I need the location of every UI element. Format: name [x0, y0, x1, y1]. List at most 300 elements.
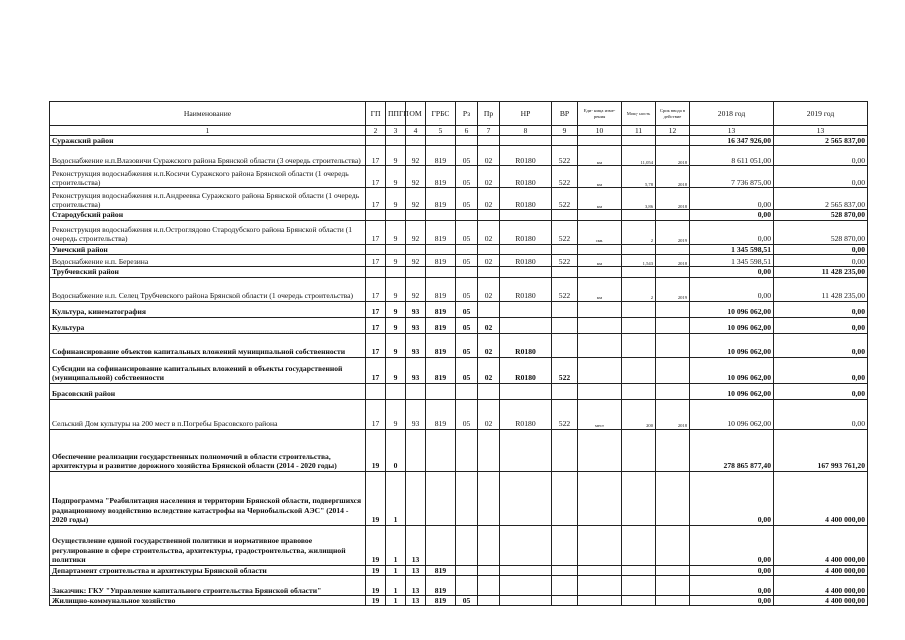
table-cell: 9	[386, 188, 406, 210]
table-cell	[366, 136, 386, 146]
table-cell: 0,00	[690, 220, 774, 244]
table-cell: 1	[386, 471, 406, 525]
table-cell: 05	[456, 596, 478, 606]
table-cell: 02	[478, 399, 500, 429]
table-cell: 05	[456, 255, 478, 267]
table-cell: 0,00	[690, 565, 774, 575]
page-edge-artifact	[865, 612, 905, 640]
table-cell	[578, 136, 622, 146]
table-cell	[406, 429, 426, 471]
table-cell	[656, 244, 690, 254]
table-cell	[552, 301, 578, 317]
table-cell: R0180	[500, 188, 552, 210]
table-cell: 522	[552, 188, 578, 210]
column-header: ППГП	[386, 102, 406, 126]
table-cell	[656, 267, 690, 277]
table-cell: 8 611 051,00	[690, 146, 774, 166]
table-cell	[578, 596, 622, 606]
table-cell: 05	[456, 277, 478, 301]
table-cell: 10 096 062,00	[690, 357, 774, 383]
table-cell: 17	[366, 333, 386, 357]
table-cell: км	[578, 277, 622, 301]
column-number: 1	[50, 126, 366, 136]
table-cell	[656, 210, 690, 220]
table-cell: 9	[386, 301, 406, 317]
table-cell: 17	[366, 357, 386, 383]
table-cell	[656, 576, 690, 596]
column-number: 13	[690, 126, 774, 136]
table-row	[50, 220, 868, 244]
table-cell: R0180	[500, 255, 552, 267]
table-cell: 11 428 235,00	[774, 267, 868, 277]
table-cell: 0	[386, 429, 406, 471]
table-cell	[500, 210, 552, 220]
table-cell: 02	[478, 255, 500, 267]
table-row	[50, 565, 868, 575]
table-cell: 19	[366, 596, 386, 606]
table-cell	[656, 383, 690, 399]
table-cell	[578, 525, 622, 565]
table-cell: 0,00	[774, 255, 868, 267]
table-cell	[500, 244, 552, 254]
table-row	[50, 146, 868, 166]
table-cell: 17	[366, 301, 386, 317]
table-row	[50, 596, 868, 606]
table-cell	[578, 244, 622, 254]
table-cell: 93	[406, 333, 426, 357]
table-cell: 4 400 000,00	[774, 576, 868, 596]
table-cell: км	[578, 166, 622, 188]
table-cell: 02	[478, 357, 500, 383]
table-cell	[478, 429, 500, 471]
table-cell	[386, 383, 406, 399]
table-cell: 17	[366, 146, 386, 166]
table-cell: 819	[426, 220, 456, 244]
table-row	[50, 267, 868, 277]
column-header: ОМ	[406, 102, 426, 126]
table-cell: 1	[386, 576, 406, 596]
table-cell	[656, 596, 690, 606]
table-cell: 4 400 000,00	[774, 525, 868, 565]
table-cell	[656, 525, 690, 565]
table-cell: 1	[386, 565, 406, 575]
table-row	[50, 244, 868, 254]
table-cell: 167 993 761,20	[774, 429, 868, 471]
table-cell: 17	[366, 220, 386, 244]
table-cell	[500, 383, 552, 399]
table-cell: 1	[386, 525, 406, 565]
table-cell	[456, 267, 478, 277]
table-cell	[578, 357, 622, 383]
table-row	[50, 255, 868, 267]
table-cell: 92	[406, 188, 426, 210]
row-name-cell: Департамент строительства и архитектуры Брянской области	[50, 565, 366, 575]
table-cell: 522	[552, 277, 578, 301]
table-cell: 2018	[656, 166, 690, 188]
table-row	[50, 399, 868, 429]
table-cell	[578, 576, 622, 596]
table-cell: 0,00	[774, 357, 868, 383]
table-cell: 2018	[656, 146, 690, 166]
table-cell: 819	[426, 357, 456, 383]
table-cell	[478, 210, 500, 220]
table-cell: 19	[366, 565, 386, 575]
column-header: Наименование	[50, 102, 366, 126]
table-cell: 819	[426, 277, 456, 301]
table-cell	[552, 596, 578, 606]
table-cell	[656, 471, 690, 525]
table-cell	[552, 244, 578, 254]
table-cell: 819	[426, 255, 456, 267]
table-cell: 528 870,00	[774, 220, 868, 244]
table-cell: 02	[478, 188, 500, 210]
table-cell: 9	[386, 357, 406, 383]
table-cell: 2	[622, 220, 656, 244]
table-cell: 9	[386, 399, 406, 429]
column-number-row	[50, 126, 868, 136]
table-cell	[456, 136, 478, 146]
table-cell: 92	[406, 277, 426, 301]
table-cell	[406, 383, 426, 399]
table-cell	[656, 429, 690, 471]
table-cell: R0180	[500, 166, 552, 188]
table-cell: 4 400 000,00	[774, 596, 868, 606]
row-name-cell: Осуществление единой государственной политики и нормативное правовое регулирование в сфере строительства, архитектуры, градостроительства, жилищной политики	[50, 525, 366, 565]
table-cell: 3,86	[622, 188, 656, 210]
table-cell	[500, 565, 552, 575]
table-cell: 13	[406, 565, 426, 575]
column-number: 10	[578, 126, 622, 136]
column-header: ГРБС	[426, 102, 456, 126]
table-cell: 2018	[656, 399, 690, 429]
table-cell: 19	[366, 429, 386, 471]
table-cell: 17	[366, 399, 386, 429]
table-cell: 2019	[656, 277, 690, 301]
table-cell: 92	[406, 166, 426, 188]
table-cell	[426, 210, 456, 220]
table-cell	[478, 565, 500, 575]
table-cell: 10 096 062,00	[690, 399, 774, 429]
table-cell: 819	[426, 565, 456, 575]
table-cell: R0180	[500, 277, 552, 301]
table-cell: 819	[426, 399, 456, 429]
table-cell	[656, 357, 690, 383]
column-number: 7	[478, 126, 500, 136]
table-cell: 819	[426, 188, 456, 210]
table-cell	[500, 525, 552, 565]
table-cell: 0,00	[774, 333, 868, 357]
table-cell	[622, 357, 656, 383]
table-cell: 2018	[656, 188, 690, 210]
column-number: 8	[500, 126, 552, 136]
table-row	[50, 383, 868, 399]
table-cell: 0,00	[690, 471, 774, 525]
table-row	[50, 576, 868, 596]
table-cell: 819	[426, 146, 456, 166]
table-cell: 02	[478, 317, 500, 333]
table-row	[50, 333, 868, 357]
row-name-cell: Водоснабжение н.п. Селец Трубчевского района Брянской области (1 очередь строительства)	[50, 277, 366, 301]
table-row	[50, 429, 868, 471]
table-cell: 522	[552, 399, 578, 429]
table-cell: 4 400 000,00	[774, 565, 868, 575]
table-cell	[578, 210, 622, 220]
table-cell: 9	[386, 166, 406, 188]
row-name-cell: Трубчевский район	[50, 267, 366, 277]
table-cell: 19	[366, 471, 386, 525]
table-cell	[456, 525, 478, 565]
table-cell	[426, 383, 456, 399]
table-cell	[456, 471, 478, 525]
table-cell	[552, 429, 578, 471]
column-number: 2	[366, 126, 386, 136]
table-cell: 819	[426, 317, 456, 333]
column-header: Еди- ница изме- рения	[578, 102, 622, 126]
table-row	[50, 277, 868, 301]
table-cell	[552, 383, 578, 399]
table-cell: 17	[366, 277, 386, 301]
table-cell: 819	[426, 596, 456, 606]
table-cell: 9	[386, 146, 406, 166]
row-name-cell: Реконструкция водоснабжения н.п.Косичи Суражского района Брянской области (1 очередь строительства)	[50, 166, 366, 188]
table-cell	[622, 576, 656, 596]
table-cell	[426, 525, 456, 565]
row-name-cell: Суражский район	[50, 136, 366, 146]
table-cell	[478, 383, 500, 399]
table-cell: 17	[366, 188, 386, 210]
table-cell	[622, 317, 656, 333]
table-cell	[578, 471, 622, 525]
table-row	[50, 357, 868, 383]
table-cell: км	[578, 255, 622, 267]
table-cell	[622, 471, 656, 525]
table-cell: 0,00	[774, 244, 868, 254]
table-cell	[366, 383, 386, 399]
row-name-cell: Культура, кинематография	[50, 301, 366, 317]
table-cell: 05	[456, 333, 478, 357]
table-cell	[552, 576, 578, 596]
table-cell: 0,00	[774, 317, 868, 333]
table-cell: 10 096 062,00	[690, 333, 774, 357]
table-cell	[578, 565, 622, 575]
table-cell: 522	[552, 255, 578, 267]
budget-table	[49, 101, 868, 606]
table-cell	[656, 136, 690, 146]
column-number: 5	[426, 126, 456, 136]
table-cell: 93	[406, 301, 426, 317]
table-cell	[500, 136, 552, 146]
table-row	[50, 301, 868, 317]
table-cell	[578, 301, 622, 317]
table-cell: 93	[406, 357, 426, 383]
column-header: Пр	[478, 102, 500, 126]
table-cell	[386, 267, 406, 277]
table-cell: 2018	[656, 255, 690, 267]
table-cell: 0,00	[690, 210, 774, 220]
table-cell: 02	[478, 166, 500, 188]
column-number: 11	[622, 126, 656, 136]
table-cell: R0180	[500, 399, 552, 429]
table-cell	[406, 244, 426, 254]
table-cell: 0,00	[774, 146, 868, 166]
table-cell	[500, 576, 552, 596]
column-header: ВР	[552, 102, 578, 126]
table-cell	[622, 210, 656, 220]
table-cell	[500, 301, 552, 317]
table-cell	[456, 244, 478, 254]
table-cell	[622, 244, 656, 254]
table-cell: 9	[386, 333, 406, 357]
table-cell: 17	[366, 317, 386, 333]
table-cell	[552, 267, 578, 277]
table-cell	[578, 267, 622, 277]
table-cell	[456, 383, 478, 399]
table-cell: 2 565 837,00	[774, 188, 868, 210]
table-cell: 02	[478, 277, 500, 301]
table-cell	[552, 525, 578, 565]
table-cell	[456, 429, 478, 471]
table-cell: 4 400 000,00	[774, 471, 868, 525]
table-cell: 9	[386, 220, 406, 244]
table-cell	[426, 136, 456, 146]
table-cell: 0,00	[690, 525, 774, 565]
table-cell: 05	[456, 317, 478, 333]
table-cell: 0,00	[774, 166, 868, 188]
table-cell: R0180	[500, 357, 552, 383]
table-cell	[500, 267, 552, 277]
table-cell: 819	[426, 333, 456, 357]
table-cell: 11 428 235,00	[774, 277, 868, 301]
row-name-cell: Водоснабжение н.п.Влазовичи Суражского района Брянской области (3 очередь строительства)	[50, 146, 366, 166]
table-cell	[366, 244, 386, 254]
table-cell	[656, 333, 690, 357]
row-name-cell: Реконструкция водоснабжения н.п.Остроглядово Стародубского района Брянской области (1 очередь строительства)	[50, 220, 366, 244]
table-cell	[478, 525, 500, 565]
table-cell: 0,00	[774, 383, 868, 399]
table-cell: R0180	[500, 220, 552, 244]
row-name-cell: Жилищно-коммунальное хозяйство	[50, 596, 366, 606]
table-cell: 0,00	[690, 596, 774, 606]
table-cell	[478, 471, 500, 525]
row-name-cell: Субсидии на софинансирование капитальных вложений в объекты государственной (муниципальной) собственности	[50, 357, 366, 383]
table-cell: 819	[426, 166, 456, 188]
row-name-cell: Софинансирование объектов капитальных вложений муниципальной собственности	[50, 333, 366, 357]
table-cell: 7 736 875,00	[690, 166, 774, 188]
table-cell: 93	[406, 317, 426, 333]
table-cell	[622, 525, 656, 565]
table-cell: 13	[406, 576, 426, 596]
table-row	[50, 188, 868, 210]
table-cell	[622, 136, 656, 146]
table-cell: 278 865 877,40	[690, 429, 774, 471]
table-cell	[552, 565, 578, 575]
table-cell	[456, 565, 478, 575]
column-number: 9	[552, 126, 578, 136]
table-cell: 522	[552, 166, 578, 188]
table-cell: км	[578, 146, 622, 166]
table-cell: 2 565 837,00	[774, 136, 868, 146]
table-cell	[406, 471, 426, 525]
table-cell: 522	[552, 146, 578, 166]
table-cell	[552, 210, 578, 220]
table-cell: 5,78	[622, 166, 656, 188]
table-cell: 16 347 926,00	[690, 136, 774, 146]
table-cell: км	[578, 188, 622, 210]
table-cell: 2	[622, 277, 656, 301]
table-cell: 05	[456, 220, 478, 244]
table-cell	[426, 267, 456, 277]
table-cell: 0,00	[774, 399, 868, 429]
table-cell: 05	[456, 357, 478, 383]
row-name-cell: Подпрограмма "Реабилитация населения и территории Брянской области, подвергшихся радиационному воздействию вследствие катастрофы на Чернобыльской АЭС" (2014 - 2020 годы)	[50, 471, 366, 525]
row-name-cell: Культура	[50, 317, 366, 333]
table-cell	[656, 317, 690, 333]
table-cell: скв.	[578, 220, 622, 244]
table-cell	[478, 301, 500, 317]
table-cell	[622, 383, 656, 399]
table-cell: R0180	[500, 333, 552, 357]
table-row	[50, 471, 868, 525]
column-number: 3	[386, 126, 406, 136]
table-row	[50, 525, 868, 565]
row-name-cell: Унечский район	[50, 244, 366, 254]
row-name-cell: Брасовский район	[50, 383, 366, 399]
table-cell	[478, 136, 500, 146]
table-cell: 13	[406, 525, 426, 565]
table-row	[50, 166, 868, 188]
table-cell: 1 345 598,51	[690, 255, 774, 267]
table-cell: 10 096 062,00	[690, 317, 774, 333]
table-cell	[386, 244, 406, 254]
table-cell	[656, 301, 690, 317]
column-header: НР	[500, 102, 552, 126]
table-cell: 02	[478, 146, 500, 166]
table-cell: 200	[622, 399, 656, 429]
table-cell	[552, 471, 578, 525]
table-cell: 92	[406, 146, 426, 166]
table-cell: 13	[406, 596, 426, 606]
table-cell: 02	[478, 333, 500, 357]
table-cell: 10 096 062,00	[690, 383, 774, 399]
table-cell: мест	[578, 399, 622, 429]
column-number: 6	[456, 126, 478, 136]
table-cell: 0,00	[690, 267, 774, 277]
table-cell	[622, 596, 656, 606]
column-header: ГП	[366, 102, 386, 126]
row-name-cell: Обеспечение реализации государственных полномочий в области строительства, архитектуры и развитие дорожного хозяйства Брянской области (2014 - 2020 годы)	[50, 429, 366, 471]
table-cell: 1 345 598,51	[690, 244, 774, 254]
budget-table-sheet	[49, 101, 868, 606]
table-cell: 17	[366, 166, 386, 188]
table-cell	[552, 136, 578, 146]
header-row	[50, 102, 868, 126]
table-cell	[478, 244, 500, 254]
table-cell: 19	[366, 576, 386, 596]
table-cell: 0,00	[690, 576, 774, 596]
table-cell	[478, 576, 500, 596]
table-cell: 10 096 062,00	[690, 301, 774, 317]
table-cell: 19	[366, 525, 386, 565]
table-cell	[456, 210, 478, 220]
table-cell	[406, 136, 426, 146]
table-cell	[622, 301, 656, 317]
table-cell	[500, 471, 552, 525]
column-header: 2019 год	[774, 102, 868, 126]
row-name-cell: Стародубский район	[50, 210, 366, 220]
table-cell	[426, 471, 456, 525]
table-cell: 92	[406, 220, 426, 244]
table-cell	[406, 210, 426, 220]
